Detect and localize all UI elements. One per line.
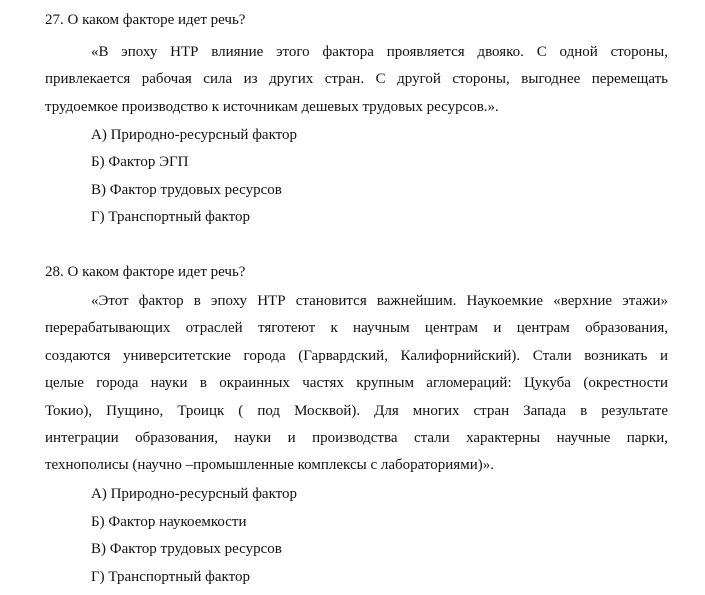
question-27-quote bbox=[45, 43, 668, 125]
question-28-option-b: Б) Фактор наукоемкости bbox=[91, 514, 247, 530]
question-28-option-a: А) Природно-ресурсный фактор bbox=[91, 486, 298, 502]
question-27-title: 27. О каком факторе идет речь? bbox=[45, 12, 246, 28]
quote-line: создаются университетские города (Гарвардский, Калифорнийский). Стали возникать и bbox=[45, 347, 668, 364]
quote-line: «Этот фактор в эпоху НТР становится важнейшим. Наукоемкие «верхние этажи» bbox=[91, 293, 668, 309]
question-28-quote bbox=[45, 292, 668, 484]
question-28-title: 28. О каком факторе идет речь? bbox=[45, 264, 246, 280]
quote-line: интеграции образования, науки и производства стали характерны научные парки, bbox=[45, 429, 668, 446]
question-28-option-d: Г) Транспортный фактор bbox=[91, 569, 250, 585]
quote-line: трудоемкое производство к источникам дешевых трудовых ресурсов.». bbox=[45, 98, 499, 115]
question-27-option-d: Г) Транспортный фактор bbox=[91, 209, 250, 225]
quote-line: технополисы (научно –промышленные комплексы с лабораториями)». bbox=[45, 457, 494, 474]
quote-line: «В эпоху НТР влияние этого фактора проявляется двояко. С одной стороны, bbox=[91, 44, 668, 60]
question-27-option-b: Б) Фактор ЭГП bbox=[91, 154, 189, 170]
question-27-option-a: А) Природно-ресурсный фактор bbox=[91, 127, 298, 143]
question-28-option-c: В) Фактор трудовых ресурсов bbox=[91, 541, 282, 557]
quote-line: Токио), Пущино, Троицк ( под Москвой). Для многих стран Запада в результате bbox=[45, 402, 668, 419]
question-27-option-c: В) Фактор трудовых ресурсов bbox=[91, 182, 282, 198]
quote-line: целые города науки в окраинных частях крупным агломераций: Цукуба (окрестности bbox=[45, 375, 668, 392]
quote-line: привлекается рабочая сила из других стран. С другой стороны, выгоднее перемещать bbox=[45, 71, 668, 88]
quote-line: перерабатывающих отраслей тяготеют к научным центрам и центрам образования, bbox=[45, 320, 668, 337]
